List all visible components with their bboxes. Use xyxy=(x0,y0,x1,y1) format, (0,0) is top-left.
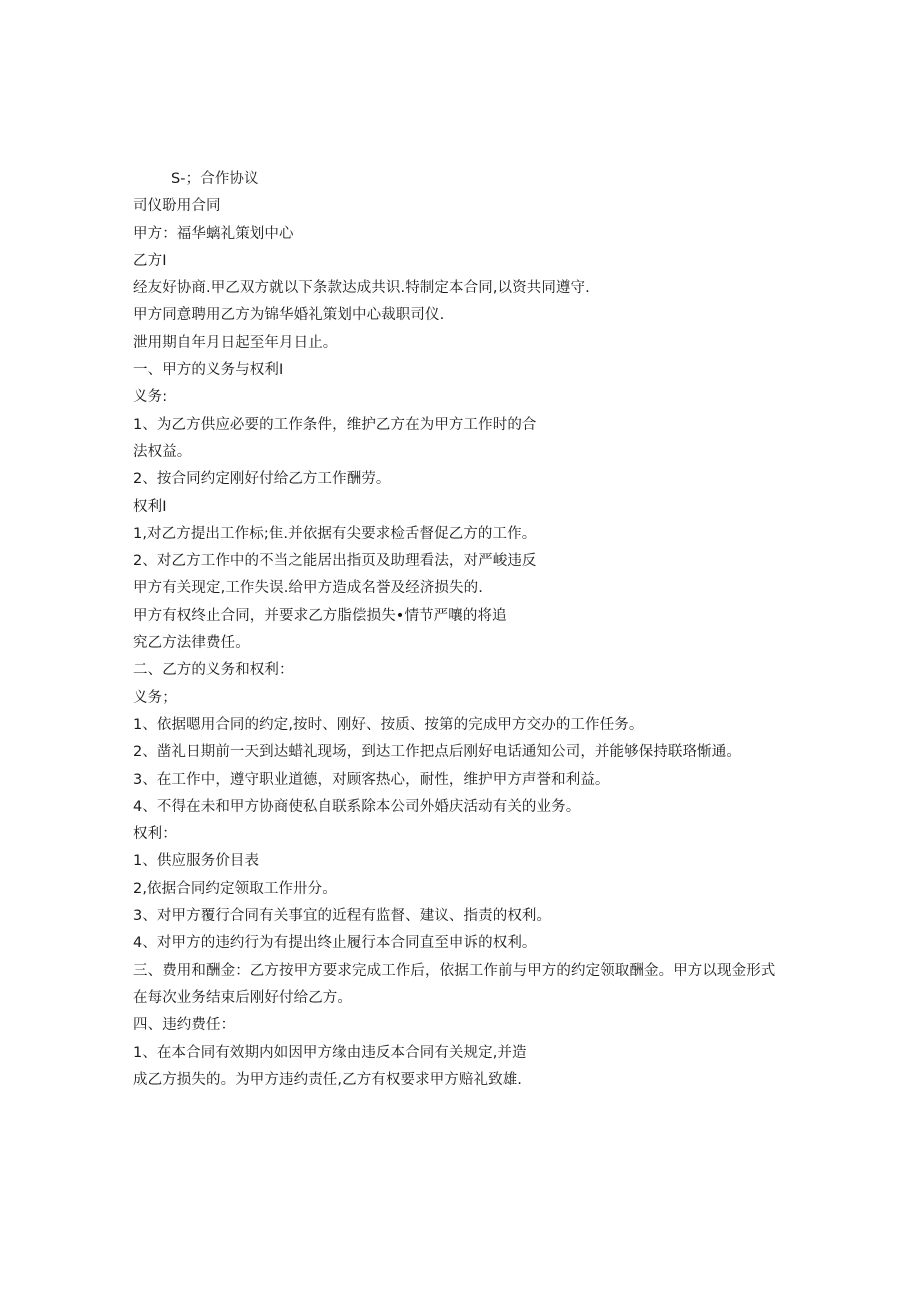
employment-statement: 甲方同意聘用乙方为锦华婚礼策划中心裁职司仪. xyxy=(133,307,445,324)
contract-body xyxy=(133,166,813,1094)
subsection-heading: 义务: xyxy=(133,389,168,406)
section-heading: 二、乙方的义务和权利： xyxy=(133,662,294,679)
clause-line: 1、依据嗯用合同的约定,按时、刚好、按质、按第的完成甲方交办的工作任务。 xyxy=(133,716,644,733)
clause-line: 法权益。 xyxy=(133,443,192,460)
clause-line: 1、在本合同有效期内如因甲方缘由违反本合同有关规定,并造 xyxy=(133,1044,527,1061)
clause-line: 成乙方损失的。为甲方违约责任,乙方有权要求甲方赔礼致雄. xyxy=(133,1071,523,1088)
subsection-heading: 权利： xyxy=(133,826,177,843)
contract-title: 司仪聁用合同 xyxy=(133,198,221,215)
clause-line: 2、凿礼日期前一天到达蜡礼现场，到达工作把点后刚好电话通知公司，并能够保持联珞惭通。 xyxy=(133,744,741,761)
document-heading: S-；合作协议 xyxy=(171,171,259,187)
clause-line: 1,对乙方提出工作标;隹.并依据有尖要求检舌督促乙方的工作。 xyxy=(133,525,537,542)
party-a: 甲方：福华螭礼策划中心 xyxy=(133,225,294,242)
clause-line: 究乙方法律费任。 xyxy=(133,635,250,652)
clause-line: 1、为乙方供应必要的工作条件，维护乙方在为甲方工作时的合 xyxy=(133,416,537,433)
party-b: 乙方I xyxy=(133,252,167,269)
clause-line: 在每次业务结束后刚好付给乙方。 xyxy=(133,989,352,1006)
preamble: 经友好协商.甲乙双方就以下条款达成共识.特制定本合同,以资共同遵守. xyxy=(133,280,590,297)
clause-line: 2、按合同约定刚好付给乙方工作酬劳。 xyxy=(133,471,391,488)
clause-line: 1、供应服务价目表 xyxy=(133,853,260,870)
section-heading: 四、违约费任： xyxy=(133,1017,236,1034)
clause-line: 2,依据合同约定领取工作卅分。 xyxy=(133,880,337,897)
clause-line: 4、不得在未和甲方协商使私自联系除本公司外婚庆活动有关的业务。 xyxy=(133,798,581,815)
section-heading: 三、费用和酬金：乙方按甲方要求完成工作后，依据工作前与甲方的约定领取酬金。甲方以现金形式 xyxy=(133,962,776,979)
clause-line: 甲方有关现定,工作失误.给甲方造成名誉及经济损失的. xyxy=(133,580,483,597)
subsection-heading: 权利I xyxy=(133,498,167,515)
employment-period: 泄用期自年月日起至年月日止。 xyxy=(133,334,338,351)
section-heading: 一、甲方的义务与权利I xyxy=(133,362,284,379)
clause-line: 2、对乙方工作中的不当之能居出指页及助理看法，对严峻违反 xyxy=(133,553,537,570)
subsection-heading: 义务； xyxy=(133,689,177,706)
clause-line: 4、对甲方的违约行为有提出终止履行本合同直至申诉的权利。 xyxy=(133,935,537,952)
clause-line: 3、在工作中，遵守职业道德，对顾客热心，耐性，维护甲方声誉和利益。 xyxy=(133,771,610,788)
clause-line: 3、对甲方覆行合同有关事宜的近程有监督、建议、指责的权利。 xyxy=(133,908,552,925)
clause-line: 甲方有权终止合同，并要求乙方脂偿损失•情节严嚷的将追 xyxy=(133,607,507,624)
